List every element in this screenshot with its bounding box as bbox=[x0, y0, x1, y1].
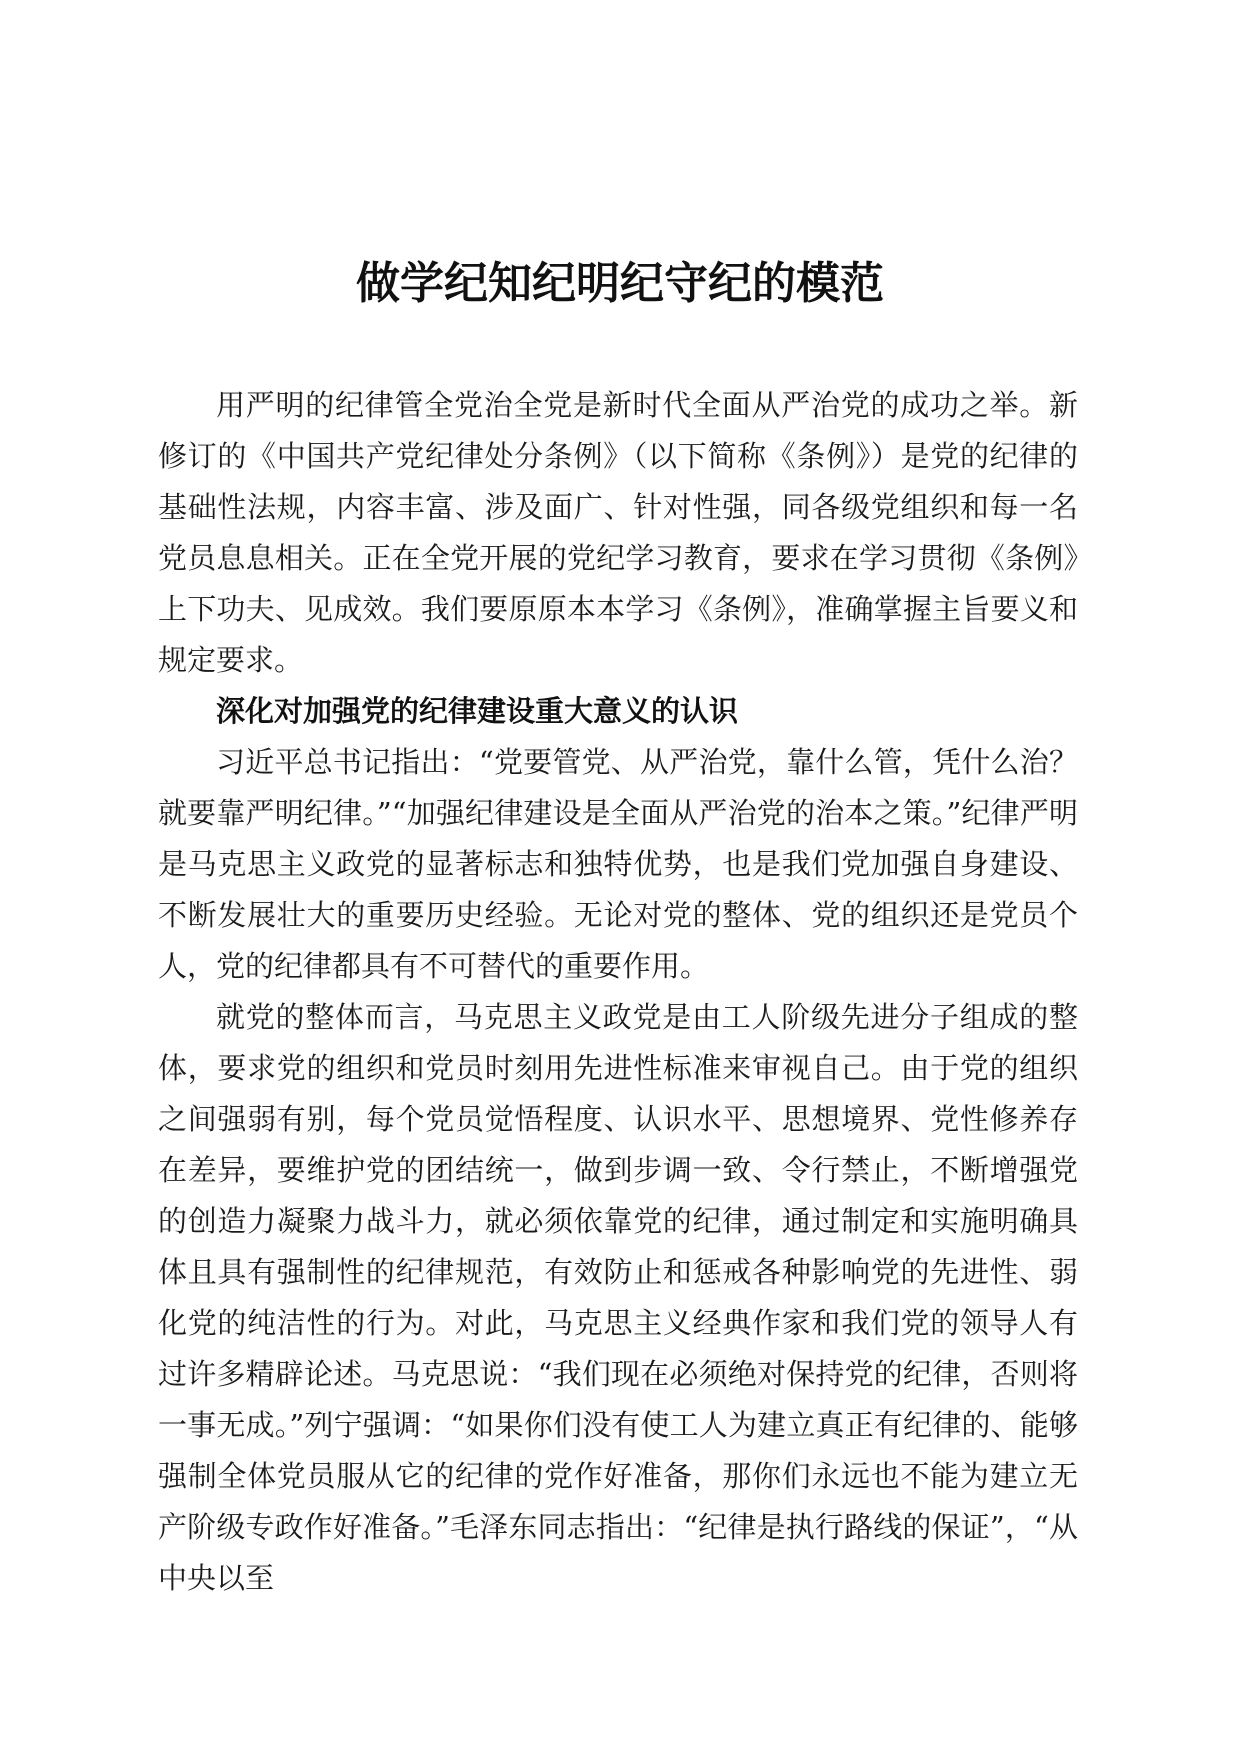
body-paragraph: 习近平总书记指出：“党要管党、从严治党，靠什么管，凭什么治？就要靠严明纪律。”“加强纪律建设是全面从严治党的治本之策。”纪律严明是马克思主义政党的显著标志和独特优势，也是我们党加强自身建设、不断发展壮大的重要历史经验。无论对党的整体、党的组织还是党员个人，党的纪律都具有不可替代的重要作用。 bbox=[158, 745, 1078, 983]
document-title: 做学纪知纪明纪守纪的模范 bbox=[356, 258, 884, 309]
section-heading: 深化对加强党的纪律建设重大意义的认识 bbox=[216, 694, 739, 728]
intro-paragraph: 用严明的纪律管全党治全党是新时代全面从严治党的成功之举。新修订的《中国共产党纪律处分条例》（以下简称《条例》）是党的纪律的基础性法规，内容丰富、涉及面广、针对性强，同各级党组织和每一名党员息息相关。正在全党开展的党纪学习教育，要求在学习贯彻《条例》上下功夫、见成效。我们要原原本本学习《条例》，准确掌握主旨要义和规定要求。 bbox=[158, 388, 1078, 677]
document-body bbox=[158, 380, 1078, 1604]
body-paragraph: 就党的整体而言，马克思主义政党是由工人阶级先进分子组成的整体，要求党的组织和党员时刻用先进性标准来审视自己。由于党的组织之间强弱有别，每个党员觉悟程度、认识水平、思想境界、党性修养存在差异，要维护党的团结统一，做到步调一致、令行禁止，不断增强党的创造力凝聚力战斗力，就必须依靠党的纪律，通过制定和实施明确具体且具有强制性的纪律规范，有效防止和惩戒各种影响党的先进性、弱化党的纯洁性的行为。对此，马克思主义经典作家和我们党的领导人有过许多精辟论述。马克思说：“我们现在必须绝对保持党的纪律，否则将一事无成。”列宁强调：“如果你们没有使工人为建立真正有纪律的、能够强制全体党员服从它的纪律的党作好准备，那你们永远也不能为建立无产阶级专政作好准备。”毛泽东同志指出：“纪律是执行路线的保证”，“从中央以至 bbox=[158, 1000, 1078, 1595]
